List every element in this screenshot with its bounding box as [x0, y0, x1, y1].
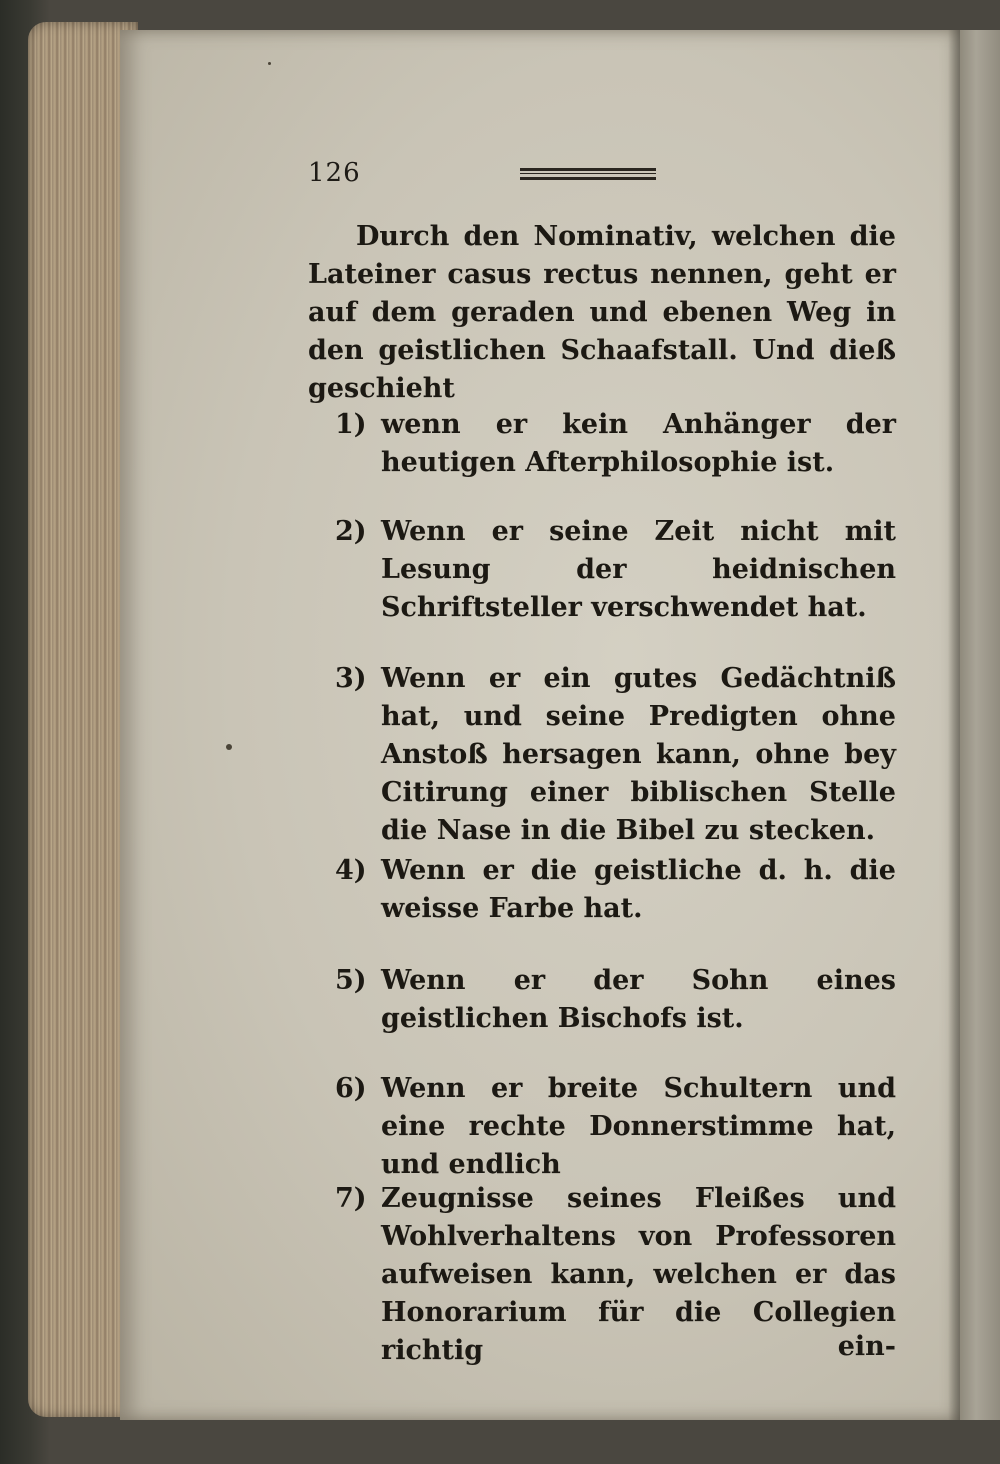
list-item-text: wenn er kein Anhänger der heutigen Afterphilosophie ist. [381, 409, 896, 478]
list-item-text: Wenn er der Sohn eines geistlichen Bischofs ist. [381, 965, 896, 1034]
list-item-number: 3) [335, 663, 367, 694]
list-item [335, 852, 896, 928]
list-item-text: Zeugnisse seines Fleißes und Wohlverhaltens von Professoren aufweisen kann, welchen er das Honorarium für die Collegien richtig [381, 1183, 896, 1366]
list-item-text: Wenn er die geistliche d. h. die weisse Farbe hat. [381, 855, 896, 924]
ink-speck [226, 744, 232, 750]
list-item-number: 1) [335, 409, 367, 440]
list-item-number: 5) [335, 965, 367, 996]
list-item [335, 513, 896, 627]
facing-page-edge [960, 30, 1000, 1420]
list-item-number: 4) [335, 855, 367, 886]
list-item-number: 7) [335, 1183, 367, 1214]
list-item-text: Wenn er seine Zeit nicht mit Lesung der heidnischen Schriftsteller verschwendet hat. [381, 516, 896, 623]
list-item [335, 660, 896, 850]
list-item-number: 6) [335, 1073, 367, 1104]
ink-speck [268, 62, 271, 65]
list-item [335, 962, 896, 1038]
page-number: 126 [308, 158, 361, 188]
list-item [335, 1070, 896, 1184]
list-item-text: Wenn er breite Schultern und eine rechte Donnerstimme hat, und endlich [381, 1073, 896, 1180]
list-item-number: 2) [335, 516, 367, 547]
header-rule [520, 168, 656, 180]
list-item [335, 406, 896, 482]
catchword: ein- [837, 1331, 896, 1362]
intro-paragraph: Durch den Nominativ, welchen die Lateiner casus rectus nennen, geht er auf dem geraden und ebenen Weg in den geistlichen Schaafstall. Und dieß geschieht [308, 221, 896, 404]
list-item-text: Wenn er ein gutes Gedächtniß hat, und seine Predigten ohne Anstoß hersagen kann, ohne bey Citirung einer biblischen Stelle die Nase in die Bibel zu stecken. [381, 663, 896, 846]
